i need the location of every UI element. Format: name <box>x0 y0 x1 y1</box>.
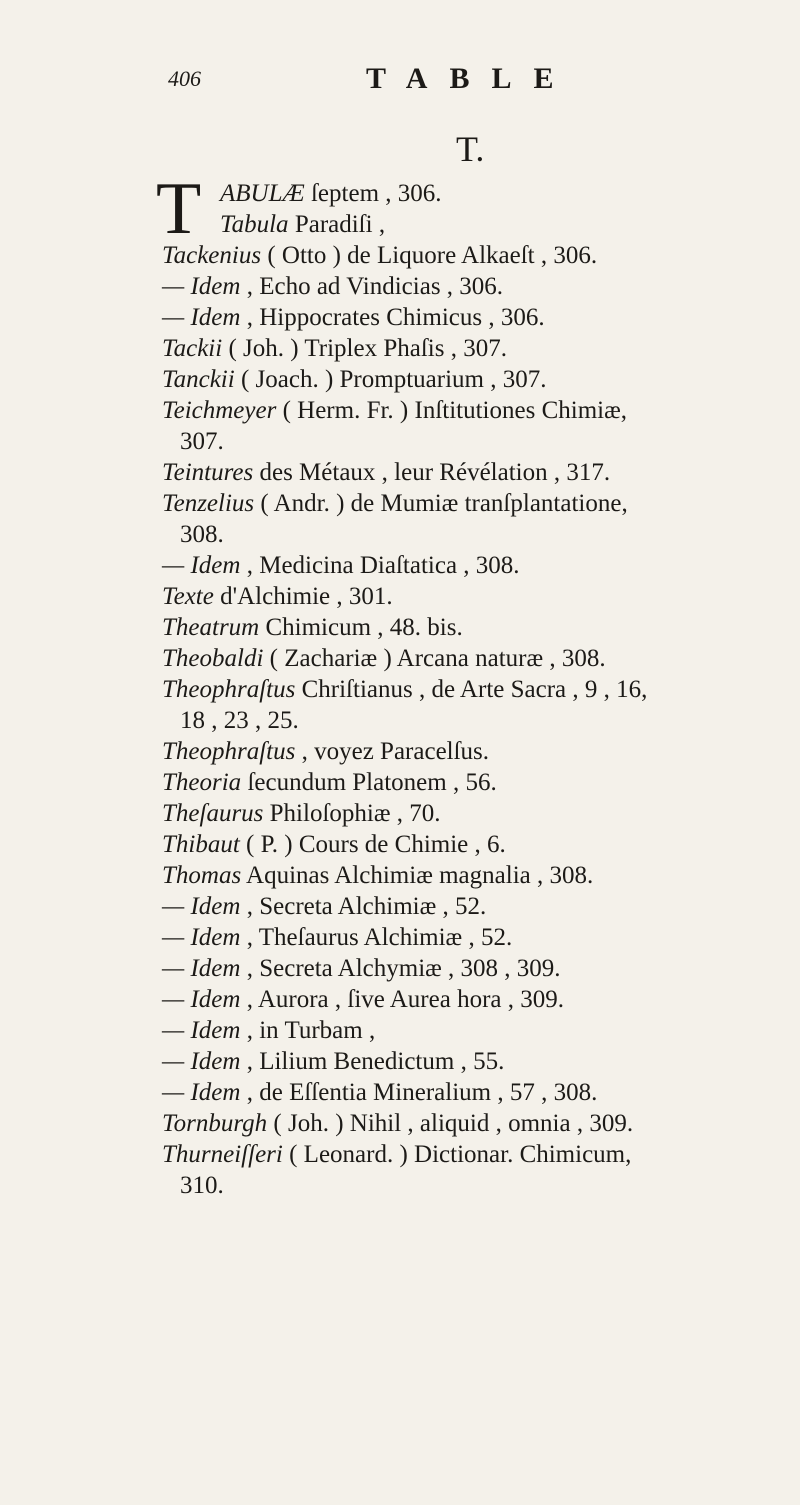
entry-text: ( Joach. ) Promptuarium , 307. <box>234 366 547 393</box>
index-entry <box>162 1077 782 1108</box>
index-entry <box>162 798 782 829</box>
index-entry <box>162 984 782 1015</box>
entry-text: ( P. ) Cours de Chimie , 6. <box>239 831 506 858</box>
entry-text: , Hippocrates Chimicus , 306. <box>240 304 545 331</box>
index-entry-first <box>156 168 782 250</box>
entry-text: d'Alchimie , 301. <box>213 583 393 610</box>
entry-text: , Medicina Diaſtatica , 308. <box>240 552 520 579</box>
index-entry-continuation <box>162 1170 782 1201</box>
entry-name: — Idem <box>162 955 241 982</box>
index-entry <box>162 860 782 891</box>
index-entry <box>162 581 782 612</box>
entry-text: , Echo ad Vindicias , 306. <box>240 273 504 300</box>
entry-text: ( Herm. Fr. ) Inſtitutiones Chimiæ, <box>276 397 628 424</box>
entry-name: — Idem <box>162 1017 241 1044</box>
entry-name: Tornburgh <box>162 1110 268 1137</box>
page-number: 406 <box>168 66 201 91</box>
entry-name: — Idem <box>162 924 241 951</box>
entry-text: ſecundum Platonem , 56. <box>241 769 497 796</box>
index-entry <box>162 891 782 922</box>
entry-text: 307. <box>180 428 224 455</box>
entry-text: , de Eſſentia Mineralium , 57 , 308. <box>240 1079 598 1106</box>
entry-text: ſeptem , 306. <box>304 180 442 207</box>
index-entry-continuation <box>162 705 782 736</box>
entry-name: — Idem <box>162 304 241 331</box>
index-entry <box>162 550 782 581</box>
index-entry <box>162 488 782 519</box>
entry-text: Aquinas Alchimiæ magnalia , 308. <box>241 862 594 889</box>
entry-line-1 <box>220 180 442 207</box>
section-letter: T. <box>456 129 485 169</box>
index-entry <box>162 457 782 488</box>
entry-text: 310. <box>180 1172 224 1199</box>
entry-text: Paradiſi , <box>288 211 386 238</box>
entry-text: ( Otto ) de Liquore Alkaeſt , 306. <box>261 242 598 269</box>
entry-name: Thomas <box>162 862 242 889</box>
index-entry <box>162 612 782 643</box>
index-entry <box>162 674 782 705</box>
index-entry <box>162 767 782 798</box>
entry-name: — Idem <box>162 986 241 1013</box>
entry-list <box>162 240 782 1201</box>
index-entry <box>162 364 782 395</box>
index-entry <box>162 922 782 953</box>
entry-text: des Métaux , leur Révélation , 317. <box>253 459 611 486</box>
entry-text: , Secreta Alchymiæ , 308 , 309. <box>240 955 561 982</box>
entry-name: Theophraſtus <box>162 738 296 765</box>
index-entry <box>162 1139 782 1170</box>
entry-name: Theſaurus <box>162 800 264 827</box>
entry-text: , Secreta Alchimiæ , 52. <box>240 893 487 920</box>
entry-text: ( Andr. ) de Mumiæ tranſplantatione, <box>254 490 628 517</box>
index-entry <box>162 736 782 767</box>
index-entry <box>162 302 782 333</box>
entry-name: Theophraſtus <box>162 676 296 703</box>
entry-text: Philoſophiæ , 70. <box>263 800 441 827</box>
entry-text: Chriſtianus , de Arte Sacra , 9 , 16, <box>295 676 648 703</box>
entry-name: Tenzelius <box>162 490 255 517</box>
entry-text: , Theſaurus Alchimiæ , 52. <box>240 924 513 951</box>
index-entry <box>162 953 782 984</box>
entry-text: , Aurora , ſive Aurea hora , 309. <box>240 986 564 1013</box>
index-entry <box>162 1015 782 1046</box>
entry-text: , Lilium Benedictum , 55. <box>240 1048 505 1075</box>
entry-text: ( Joh. ) Triplex Phaſis , 307. <box>222 335 507 362</box>
entry-name: — Idem <box>162 893 241 920</box>
index-entry-continuation <box>162 519 782 550</box>
entry-name: Tabula <box>220 211 289 238</box>
index-entries <box>156 168 782 1201</box>
entry-name: Thibaut <box>162 831 240 858</box>
entry-name: Teichmeyer <box>162 397 277 424</box>
index-entry <box>162 1046 782 1077</box>
entry-text: ( Zachariæ ) Arcana naturæ , 308. <box>263 645 606 672</box>
running-title: TABLE <box>366 62 576 95</box>
entry-name: Theatrum <box>162 614 260 641</box>
index-entry <box>162 643 782 674</box>
index-entry <box>162 240 782 271</box>
entry-line-2 <box>220 209 782 240</box>
entry-text: Chimicum , 48. bis. <box>259 614 463 641</box>
entry-text: ( Joh. ) Nihil , aliquid , omnia , 309. <box>267 1110 634 1137</box>
drop-cap: T <box>156 168 202 250</box>
entry-name: Tackii <box>162 335 223 362</box>
index-entry <box>162 395 782 426</box>
entry-name: Thurneiſſeri <box>162 1141 283 1168</box>
entry-name: Theobaldi <box>162 645 264 672</box>
entry-text: ( Leonard. ) Dictionar. Chimicum, <box>282 1141 632 1168</box>
index-entry <box>162 829 782 860</box>
entry-name: ABULÆ <box>220 180 305 207</box>
entry-text: 18 , 23 , 25. <box>180 707 299 734</box>
entry-text: 308. <box>180 521 224 548</box>
index-entry <box>162 271 782 302</box>
index-entry <box>162 333 782 364</box>
entry-text: , voyez Paracelſus. <box>295 738 490 765</box>
entry-text: , in Turbam , <box>240 1017 376 1044</box>
entry-name: — Idem <box>162 273 241 300</box>
entry-name: Theoria <box>162 769 242 796</box>
index-entry-continuation <box>162 426 782 457</box>
entry-name: Tackenius <box>162 242 262 269</box>
entry-name: Texte <box>162 583 214 610</box>
entry-name: — Idem <box>162 552 241 579</box>
index-entry <box>162 1108 782 1139</box>
entry-name: Tanckii <box>162 366 235 393</box>
entry-name: Teintures <box>162 459 254 486</box>
entry-name: — Idem <box>162 1079 241 1106</box>
entry-name: — Idem <box>162 1048 241 1075</box>
